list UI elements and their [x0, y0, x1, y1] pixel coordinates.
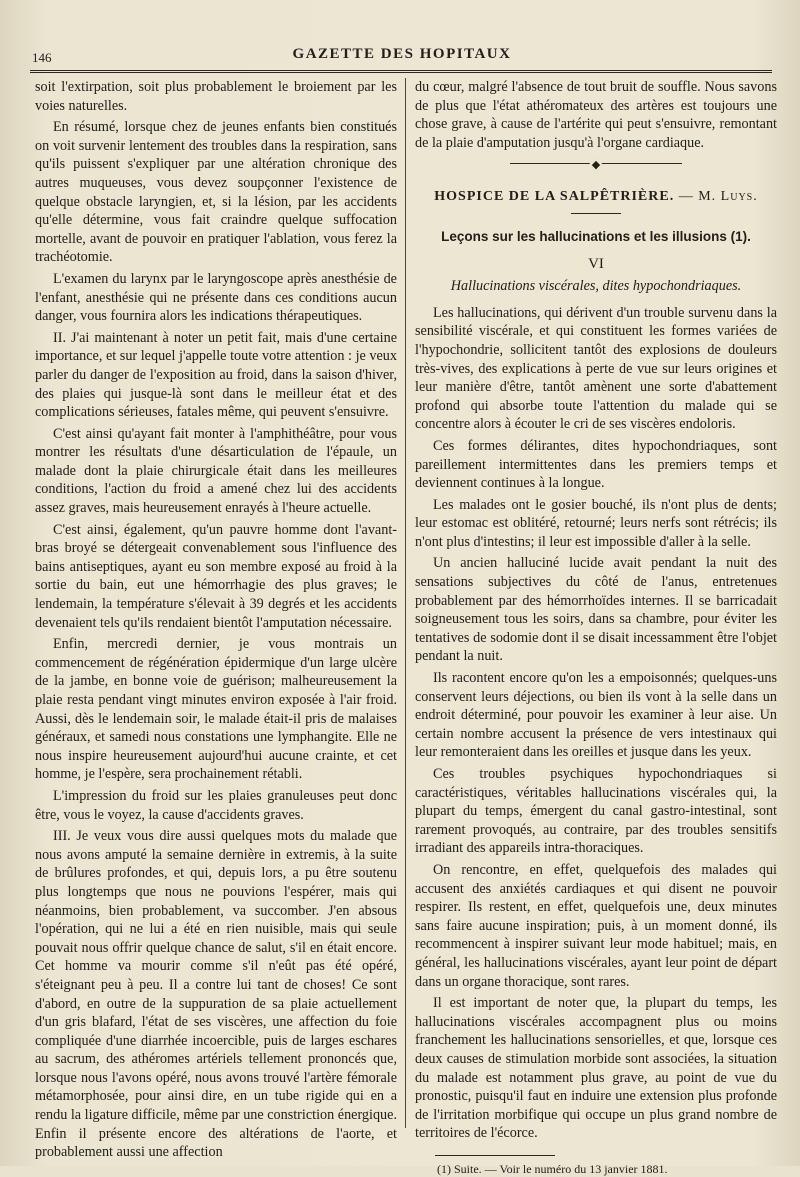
section-separator [415, 156, 777, 170]
paragraph: Un ancien halluciné lucide avait pendant la nuit des sensations subjectives du côté de l'anus, entretenues probablement par des hémorrhoïdes internes. Il se barricadait soigneusement tous les soirs, dans sa chambre, pour éviter les tentatives de sodomie dont il se disait incessamment être l'objet pendant la nuit. [415, 555, 777, 665]
footnote: (1) Suite. — Voir le numéro du 13 janvier 1881. [437, 1161, 668, 1176]
paragraph: II. J'ai maintenant à noter un petit fait, mais d'une certaine importance, et sur lequel j'appelle toute votre attention : je veux parler du danger de l'exposition au froid, dans la saison d'hiver, des plaies qui jusque-là sont dans le meilleur état et des complications sérieuses, fatales même, qui peuvent s'ensuivre. [35, 329, 397, 421]
footnote-rule [435, 1155, 555, 1156]
paragraph: Ils racontent encore qu'on les a empoisonnés; quelques-uns conservent leurs déjections, ou bien ils vont à la selle dans un endroit déterminé, pour pouvoir les examiner à leur aise. Un certain nombre accusent la présence de vers intestinaux qui leur remonteraient dans les oreilles et jusque dans les yeux. [415, 670, 777, 761]
lecture-subtitle: Hallucinations viscérales, dites hypochondriaques. [450, 278, 742, 295]
paragraph: L'impression du froid sur les plaies granuleuses peut donc être, vous le voyez, la cause d'accidents graves. [35, 787, 397, 823]
left-column [35, 78, 397, 1165]
paragraph: Les malades ont le gosier bouché, ils n'ont plus de dents; leur estomac est oblitéré, retourné; leurs nerfs sont rétrécis; ils n'ont plus d'intestins; il leur est impossible d'aller à la selle. [415, 496, 777, 550]
paragraph: L'examen du larynx par le laryngoscope après anesthésie de l'enfant, anesthésie qui ne présente dans ces conditions aucun danger, vous fournira alors les indications thérapeutiques. [35, 270, 397, 325]
paragraph: Les hallucinations, qui dérivent d'un trouble survenu dans la sensibilité viscérale, et qui constituent les formes variées de l'hypochondrie, sollicitent tantôt des explosions de douleurs très-vives, des explications à perte de vue sur leurs origines et leur manière d'être, tantôt amènent une sorte d'abattement profond qui absorbe toute l'attention du malade qui se concentre alors à écouter le cri de ses viscères endoloris. [415, 304, 777, 433]
paragraph: Ces formes délirantes, dites hypochondriaques, sont pareillement intermittentes dans les premiers temps et deviennent continues à la longue. [415, 437, 777, 492]
paragraph: soit l'extirpation, soit plus probablement le broiement par les voies naturelles. [35, 79, 397, 114]
paragraph: du cœur, malgré l'absence de tout bruit de souffle. Nous savons de plus que l'état athéromateux des artères est toujours une chose grave, à cause de l'artérite qui peut s'ensuivre, remontant de la plaie d'amputation jusqu'à l'organe cardiaque. [415, 79, 777, 151]
section-author: — M. Luys. [678, 189, 758, 205]
short-rule [571, 213, 621, 214]
paragraph: C'est ainsi qu'ayant fait monter à l'amphithéâtre, pour vous montrer les résultats d'une désarticulation de l'épaule, un malade dont la plaie chirurgicale était dans les meilleures conditions, l'action du froid a amené chez lui des accidents assez graves, mais heureusement enrayés à l'heure actuelle. [35, 425, 397, 517]
paragraph: III. Je veux vous dire aussi quelques mots du malade que nous avons amputé la semaine dernière in extremis, à la suite de brûlures profondes, et qui, depuis lors, a pu être soutenu plus longtemps que nous ne pouvions l'espérer, mais qui néanmoins, bien probablement, va succomber. J'en absous l'opération, qui ne lui a été en rien nuisible, mais qui seule pouvait nous offrir quelque chance de salut, s'il en était encore. Cet homme va mourir comme s'il n'eût pas été opéré, s'éteignant peu à peu. Il a contre lui tant de choses! Ce sont d'abord, en outre de la suppuration de sa plaie actuellement d'un gris blafard, l'état de ses viscères, une affection du foie compliquée d'une diarrhée incoercible, puis de larges eschares au sacrum, des athéromes artériels tellement prononcés que, lorsque nous l'avons opéré, nous avons trouvé l'artère fémorale métamorphosée, pour ainsi dire, en un tube rigide qui en a rendu la ligature difficile, même par une constriction énergique. Enfin il présente encore des altérations de l'aorte, et probablement aussi une affection [35, 828, 397, 1161]
paragraph: Ces troubles psychiques hypochondriaques si caractéristiques, véritables hallucinations viscérales qui, la plupart du temps, émergent du canal gastro-intestinal, sont rarement provoqués, au contraire, par des troubles sensitifs irradiant des appareils intra-thoraciques. [415, 766, 777, 857]
paragraph: C'est ainsi, également, qu'un pauvre homme dont l'avant-bras broyé se détergeait convenablement sous l'influence des bains antiseptiques, ayant eu son membre exposé au froid à la sortie du bain, eut une hémorrhagie des plus graves; le lendemain, la température s'élevait à 39 degrés et les accidents devenaient tels qu'ils rendaient bientôt l'amputation nécessaire. [35, 521, 397, 631]
paragraph: On rencontre, en effet, quelquefois des malades qui accusent des anxiétés cardiaques et qui disent ne pouvoir respirer. Ils restent, en effet, quelquefois une, deux minutes sans faire aucune inspiration; puis, à un moment donné, ils recommencent à inspirer suivant leur mode habituel; mais, en général, les hallucinations viscérales, ayant leur point de départ dans un organe thoracique, sont rares. [415, 861, 777, 990]
page-header [32, 44, 772, 68]
header-rule [30, 70, 772, 73]
section-institution: HOSPICE DE LA SALPÊTRIÈRE. [434, 189, 675, 205]
column-divider [405, 78, 406, 1128]
paragraph: En résumé, lorsque chez de jeunes enfants bien constitués on voit survenir lentement des troubles dans la respiration, sans qu'ils puissent s'expliquer par une altération chronique des autres muqueuses, vous devez soupçonner l'existence de quelque obstacle laryngien, et, si la lésion, par les accidents qu'elle détermine, vous fait craindre quelque suffocation mortelle, avant de pouvoir en pratiquer l'ablation, vous ferez la trachéotomie. [35, 119, 397, 266]
page-number: 146 [32, 50, 52, 65]
right-column [415, 78, 777, 1177]
diamond-ornament-icon: ◆ [590, 156, 602, 175]
paragraph: Il est important de noter que, la plupart du temps, les hallucinations viscérales accompagnent plus ou moins franchement les hallucinations sensorielles, et que, lorsque ces deux causes de stimulation morbide sont associées, la situation du malade est notamment plus grave, au point de vue du pronostic, puisqu'il faut en induire une extension plus profonde de l'irritation morbifique qui occupe un plus grand nombre de territoires de l'écorce. [415, 995, 777, 1142]
paragraph: Enfin, mercredi dernier, je vous montrais un commencement de régénération épidermique d'un large ulcère de la jambe, en bonne voie de guérison; malheureusement la plaie resta pendant vingt minutes environ exposée à l'air froid. Aussi, dès le lendemain soir, le malade était-il pris de malaises généraux, et samedi nous constations une lymphangite. Elle ne nous inspire heureusement aujourd'hui aucune crainte, et cet homme, je l'espère, sera prochainement rétabli. [35, 636, 397, 783]
lecture-number: VI [588, 255, 604, 272]
section-heading [415, 188, 777, 207]
lecture-title: Leçons sur les hallucinations et les illusions (1). [441, 228, 751, 244]
running-title: GAZETTE DES HOPITAUX [292, 46, 512, 62]
